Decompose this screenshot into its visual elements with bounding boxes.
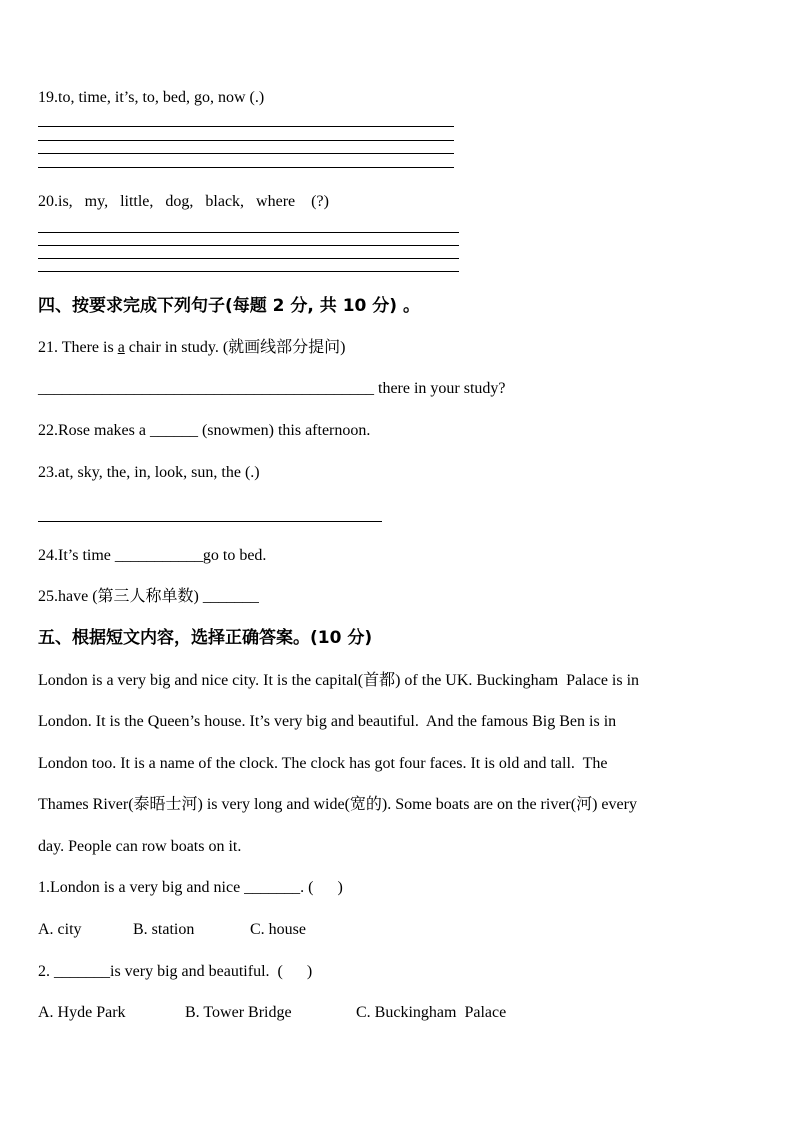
mc-1-option-c: C. house: [250, 921, 306, 938]
question-21-underlined-word: a: [117, 339, 125, 356]
question-20: 20.is, my, little, dog, black, where (?): [38, 193, 329, 210]
mc-1-option-b: B. station: [133, 921, 195, 938]
section-4-heading: 四、按要求完成下列句子(每题 2 分, 共 10 分) 。: [38, 296, 420, 316]
answer-line: [38, 258, 459, 259]
answer-line: [38, 521, 382, 522]
mc-2-option-b: B. Tower Bridge: [185, 1004, 292, 1021]
answer-line: [38, 271, 459, 272]
passage-line: Thames River(泰晤士河) is very long and wide(宽的). Some boats are on the river(河) every: [38, 796, 637, 813]
mc-1-option-a: A. city: [38, 921, 82, 938]
passage-line: London too. It is a name of the clock. The clock has got four faces. It is old and tall. The: [38, 755, 608, 772]
question-21-prefix: 21. There is: [38, 339, 118, 356]
section-5-heading: 五、根据短文内容，选择正确答案。(10 分): [38, 628, 373, 648]
mc-question-1: 1.London is a very big and nice _______. ( ): [38, 879, 343, 896]
mc-2-option-c: C. Buckingham Palace: [356, 1004, 507, 1021]
question-21: [38, 338, 346, 358]
question-22: 22.Rose makes a ______ (snowmen) this afternoon.: [38, 422, 371, 439]
passage-line: London is a very big and nice city. It is the capital(首都) of the UK. Buckingham Palace is in: [38, 672, 640, 689]
question-25: 25.have (第三人称单数) _______: [38, 588, 259, 605]
answer-line: [38, 126, 454, 127]
mc-2-option-a: A. Hyde Park: [38, 1004, 126, 1021]
answer-line: [38, 167, 454, 168]
answer-line: [38, 245, 459, 246]
question-21-suffix: chair in study. (就画线部分提问): [124, 339, 346, 356]
passage-line: day. People can row boats on it.: [38, 838, 242, 855]
passage-line: London. It is the Queen’s house. It’s very big and beautiful. And the famous Big Ben is in: [38, 713, 617, 730]
question-21-answer-line: __________________________________________ there in your study?: [38, 380, 506, 397]
answer-line: [38, 140, 454, 141]
answer-line: [38, 232, 459, 233]
question-19: 19.to, time, it’s, to, bed, go, now (.): [38, 89, 265, 106]
answer-line: [38, 153, 454, 154]
mc-question-2: 2. _______is very big and beautiful. ( ): [38, 963, 313, 980]
question-23: 23.at, sky, the, in, look, sun, the (.): [38, 464, 260, 481]
question-24: 24.It’s time ___________go to bed.: [38, 547, 267, 564]
